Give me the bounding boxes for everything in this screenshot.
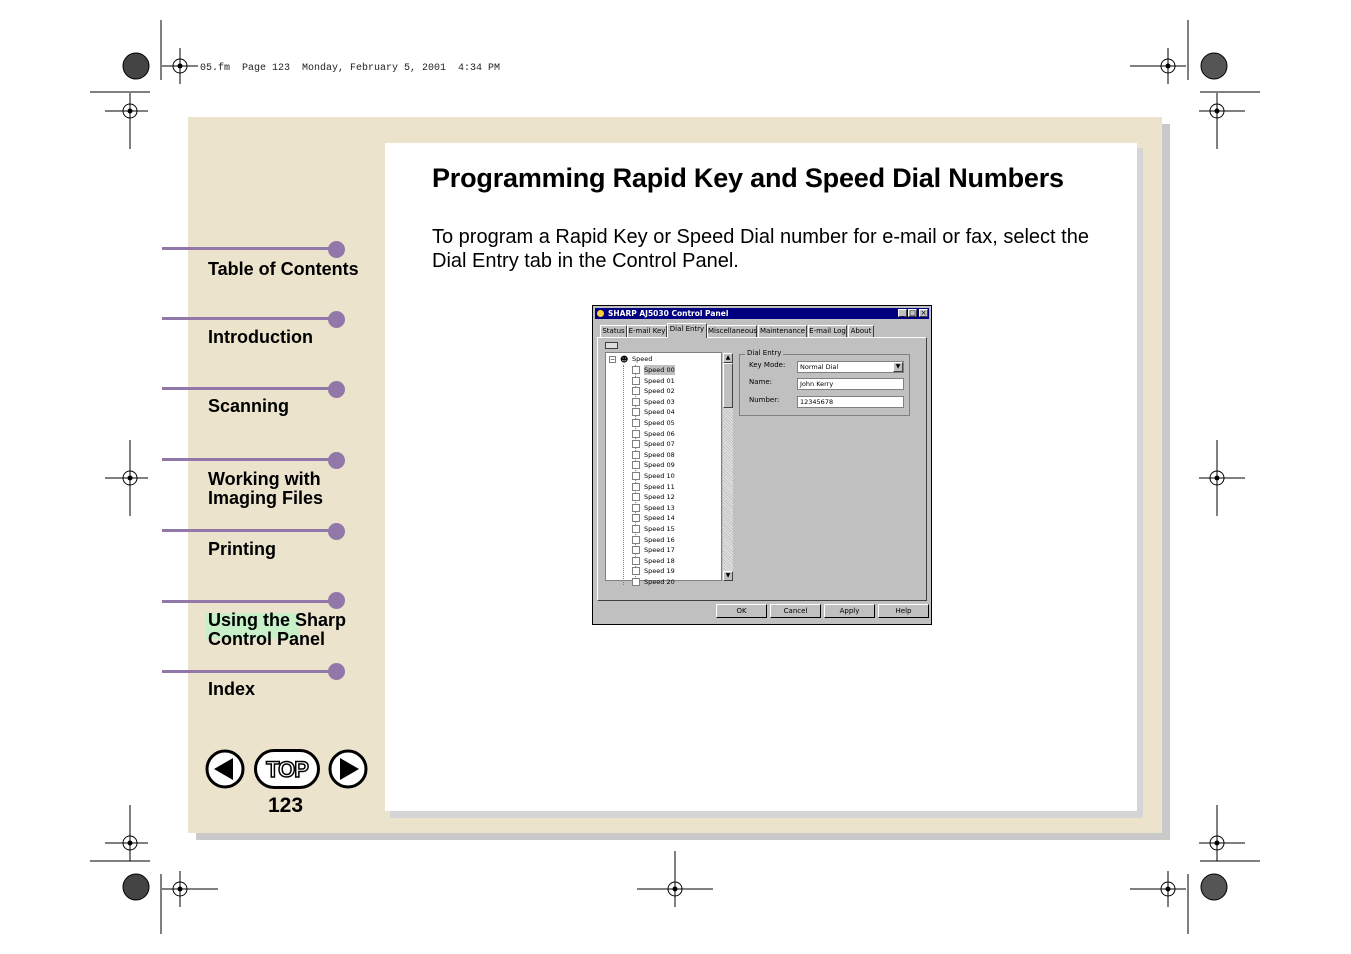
entry-checkbox-icon[interactable] <box>632 461 640 469</box>
entry-checkbox-icon[interactable] <box>632 557 640 565</box>
tree-item[interactable]: Speed 11 <box>644 482 675 491</box>
page-title: Programming Rapid Key and Speed Dial Numbers <box>432 163 1064 193</box>
number-label: Number: <box>749 396 780 404</box>
scroll-down-icon[interactable]: ▼ <box>723 571 733 581</box>
dropdown-arrow-icon[interactable]: ▼ <box>893 362 903 372</box>
fax-icon <box>597 310 604 317</box>
window-title: SHARP AJ5030 Control Panel <box>608 309 729 318</box>
nav-item-working-with-imaging-files[interactable]: Working with Imaging Files <box>208 469 324 508</box>
entry-checkbox-icon[interactable] <box>632 430 640 438</box>
entry-checkbox-icon[interactable] <box>632 398 640 406</box>
entry-checkbox-icon[interactable] <box>632 536 640 544</box>
close-icon[interactable]: × <box>920 309 927 317</box>
window-title-bar <box>595 308 929 319</box>
nav-line <box>162 317 338 320</box>
top-button-label: TOP <box>266 757 308 782</box>
entry-checkbox-icon[interactable] <box>632 451 640 459</box>
tab-maintenance[interactable]: Maintenance <box>759 327 806 335</box>
nav-dot <box>328 663 345 680</box>
speed-dial-tree[interactable] <box>605 352 722 586</box>
tree-item[interactable]: Speed 00 <box>644 366 675 374</box>
nav-dot <box>328 381 345 398</box>
print-header: 05.fm Page 123 Monday, February 5, 2001 4:34 PM <box>200 63 501 74</box>
tree-item[interactable]: Speed 15 <box>644 525 675 533</box>
small-button-icon[interactable] <box>605 342 618 349</box>
nav-line <box>162 600 338 603</box>
tree-item[interactable]: Speed 19 <box>644 567 675 576</box>
entry-checkbox-icon[interactable] <box>632 387 640 395</box>
entry-checkbox-icon[interactable] <box>632 567 640 575</box>
key-mode-label: Key Mode: <box>749 361 786 369</box>
entry-checkbox-icon[interactable] <box>632 440 640 448</box>
key-mode-select[interactable] <box>797 361 904 373</box>
nav-dot <box>328 592 345 609</box>
apply-button[interactable]: Apply <box>824 604 875 618</box>
group-label: Dial Entry <box>747 349 782 357</box>
nav-item-index[interactable]: Index <box>208 679 256 699</box>
ok-button[interactable]: OK <box>716 604 767 618</box>
number-field[interactable]: 12345678 <box>797 396 904 408</box>
person-icon: ☻ <box>620 355 629 364</box>
nav-line <box>162 529 338 532</box>
tree-item[interactable]: Speed 01 <box>644 376 675 385</box>
cancel-button[interactable]: Cancel <box>770 604 821 618</box>
tree-item[interactable]: Speed 07 <box>644 440 675 449</box>
nav-line <box>162 387 338 390</box>
next-page-button[interactable] <box>328 748 368 790</box>
tree-item[interactable]: Speed 13 <box>644 503 675 512</box>
entry-checkbox-icon[interactable] <box>632 525 640 533</box>
entry-checkbox-icon[interactable] <box>632 472 640 480</box>
tree-item[interactable]: Speed 02 <box>644 387 675 396</box>
nav-line <box>162 458 338 461</box>
nav-dot <box>328 452 345 469</box>
minimize-icon[interactable]: _ <box>898 309 907 317</box>
entry-checkbox-icon[interactable] <box>632 578 640 586</box>
tree-item[interactable]: Speed 09 <box>644 461 675 470</box>
tree-root[interactable]: Speed <box>632 355 653 363</box>
page-body-text: To program a Rapid Key or Speed Dial number for e-mail or fax, select the Dial Entry tab in the Control Panel. <box>432 226 1089 272</box>
tree-item[interactable]: Speed 17 <box>644 546 675 555</box>
entry-checkbox-icon[interactable] <box>632 514 640 522</box>
tab-status[interactable]: Status <box>600 325 627 337</box>
entry-checkbox-icon[interactable] <box>632 366 640 374</box>
scroll-thumb[interactable] <box>723 363 733 408</box>
previous-page-button[interactable] <box>205 748 245 790</box>
entry-checkbox-icon[interactable] <box>632 408 640 416</box>
tree-item[interactable]: Speed 05 <box>644 419 675 427</box>
nav-item-scanning[interactable]: Scanning <box>208 396 290 416</box>
name-field[interactable]: John Kerry <box>797 378 904 390</box>
tree-guide <box>623 365 624 585</box>
page-number: 123 <box>268 794 304 817</box>
tree-item[interactable]: Speed 10 <box>644 472 675 480</box>
tree-item[interactable]: Speed 16 <box>644 535 675 544</box>
nav-item-table-of-contents[interactable]: Table of Contents <box>208 259 359 279</box>
collapse-icon[interactable]: − <box>610 356 616 363</box>
nav-item-using-the-sharp-control-panel[interactable]: Using the Sharp Control Panel <box>208 610 347 649</box>
control-panel-window <box>592 305 932 625</box>
tab-email-log[interactable]: E-mail Log <box>809 327 846 335</box>
name-label: Name: <box>749 378 773 386</box>
tree-item[interactable]: Speed 18 <box>644 556 675 565</box>
scroll-up-icon[interactable]: ▲ <box>723 353 733 363</box>
entry-checkbox-icon[interactable] <box>632 546 640 554</box>
entry-checkbox-icon[interactable] <box>632 377 640 385</box>
entry-checkbox-icon[interactable] <box>632 504 640 512</box>
nav-line <box>162 247 338 250</box>
tree-item[interactable]: Speed 20 <box>644 578 675 586</box>
tab-dial-entry[interactable]: Dial Entry <box>667 323 707 338</box>
nav-item-printing[interactable]: Printing <box>208 539 276 559</box>
tree-item[interactable]: Speed 12 <box>644 493 675 502</box>
nav-line <box>162 670 338 673</box>
nav-item-introduction[interactable]: Introduction <box>208 327 313 347</box>
tree-item[interactable]: Speed 04 <box>644 408 675 417</box>
tab-about[interactable]: About <box>848 325 874 337</box>
help-button[interactable]: Help <box>878 604 929 618</box>
entry-checkbox-icon[interactable] <box>632 483 640 491</box>
maximize-icon[interactable]: □ <box>909 309 916 317</box>
top-button[interactable] <box>254 749 320 789</box>
tab-email-key[interactable]: E-mail Key <box>628 327 666 335</box>
tree-item[interactable]: Speed 14 <box>644 514 675 523</box>
nav-dot <box>328 311 345 328</box>
tree-item[interactable]: Speed 08 <box>644 450 675 459</box>
entry-checkbox-icon[interactable] <box>632 419 640 427</box>
tree-item[interactable]: Speed 06 <box>644 429 675 438</box>
nav-dot <box>328 241 345 258</box>
key-mode-value: Normal Dial <box>800 363 839 371</box>
tab-miscellaneous[interactable]: Miscellaneous <box>708 327 758 335</box>
tree-item[interactable]: Speed 03 <box>644 397 675 406</box>
nav-dot <box>328 523 345 540</box>
tree-scrollbar[interactable] <box>723 353 733 581</box>
entry-checkbox-icon[interactable] <box>632 493 640 501</box>
